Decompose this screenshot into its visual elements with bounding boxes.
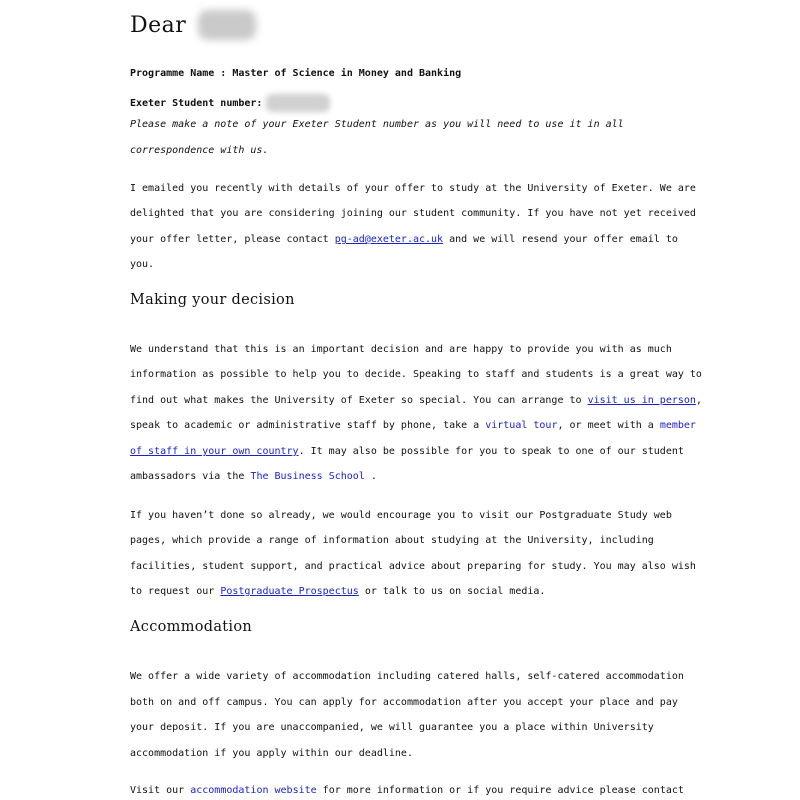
decision-p1-line-5 (130, 446, 684, 458)
decision-p1-line-2: information as possible to help you to decide. Speaking to staff and students is a great way to (130, 369, 702, 380)
decision-p1-line-4 (130, 420, 696, 432)
heading-making-decision: Making your decision (130, 292, 295, 308)
accommodation-p2-line-1 (130, 785, 684, 797)
decision-p1-line-6-post: . (364, 471, 377, 482)
accommodation-p2-line-1-pre: Visit our (130, 785, 191, 796)
decision-p2-line-1: If you haven’t done so already, we would encourage you to visit our Postgraduate Study web (130, 510, 672, 521)
decision-p2-line-4-pre: to request our (130, 586, 221, 597)
accommodation-p1-line-1: We offer a wide variety of accommodation including catered halls, self-catered accommodation (130, 671, 684, 682)
programme-name: Programme Name : Master of Science in Money and Banking (130, 68, 462, 79)
student-number-label: Exeter Student number: (130, 98, 263, 109)
decision-p1-line-6 (130, 471, 377, 483)
decision-p2-line-4-post: or talk to us on social media. (358, 586, 546, 597)
prospectus-link[interactable]: Postgraduate Prospectus (220, 586, 359, 597)
member-of-staff-link-part1[interactable]: member (659, 420, 696, 431)
note-line-1: Please make a note of your Exeter Student number as you will need to use it in all (130, 119, 624, 130)
business-school-link[interactable]: The Business School (250, 471, 365, 482)
decision-p2-line-3: facilities, student support, and practical advice about preparing for study. You may also wish (130, 561, 696, 572)
visit-us-link[interactable]: visit us in person (587, 395, 696, 406)
heading-accommodation: Accommodation (130, 619, 253, 635)
greeting-text: Dear (130, 12, 187, 38)
intro-line-3-pre: your offer letter, please contact (130, 234, 335, 245)
accommodation-p1-line-2: both on and off campus. You can apply for accommodation after you accept your place and pay (130, 697, 678, 708)
intro-line-3-post: and we will resend your offer email to (443, 234, 678, 245)
decision-p1-line-3-pre: find out what makes the University of Exeter so special. You can arrange to (130, 395, 588, 406)
intro-line-1: I emailed you recently with details of your offer to study at the University of Exeter. We are (130, 183, 696, 194)
decision-p1-line-1: We understand that this is an important decision and are happy to provide you with as much (130, 344, 672, 355)
note-line-2: correspondence with us. (130, 145, 269, 156)
intro-line-4: you. (130, 259, 155, 270)
intro-line-3 (130, 234, 678, 246)
redacted-student-number (266, 94, 330, 112)
decision-p1-line-4-mid: , or meet with a (557, 420, 660, 431)
decision-p2-line-2: pages, which provide a range of information about studying at the University, including (130, 535, 654, 546)
decision-p1-line-3 (130, 395, 702, 407)
accommodation-p2-line-1-post: for more information or if you require advice please contact (316, 785, 684, 796)
student-number-row (130, 94, 330, 112)
decision-p1-line-6-pre: ambassadors via the (130, 471, 251, 482)
decision-p1-line-3-post: , (695, 395, 702, 406)
redacted-name (198, 10, 256, 40)
email-link[interactable]: pg-ad@exeter.ac.uk (334, 234, 444, 245)
accommodation-website-link[interactable]: accommodation website (190, 785, 317, 796)
decision-p1-line-5-post: . It may also be possible for you to speak to one of our student (298, 446, 684, 457)
virtual-tour-link[interactable]: virtual tour (485, 420, 558, 431)
decision-p2-line-4 (130, 586, 545, 598)
accommodation-p1-line-4: accommodation if you apply within our deadline. (130, 748, 413, 759)
intro-line-2: delighted that you are considering joining our student community. If you have not yet received (130, 208, 696, 219)
decision-p1-line-4-pre: speak to academic or administrative staff by phone, take a (130, 420, 486, 431)
member-of-staff-link-part2[interactable]: of staff in your own country (130, 446, 299, 457)
accommodation-p1-line-3: your deposit. If you are unaccompanied, we will guarantee you a place within University (130, 722, 654, 733)
greeting (130, 10, 256, 40)
